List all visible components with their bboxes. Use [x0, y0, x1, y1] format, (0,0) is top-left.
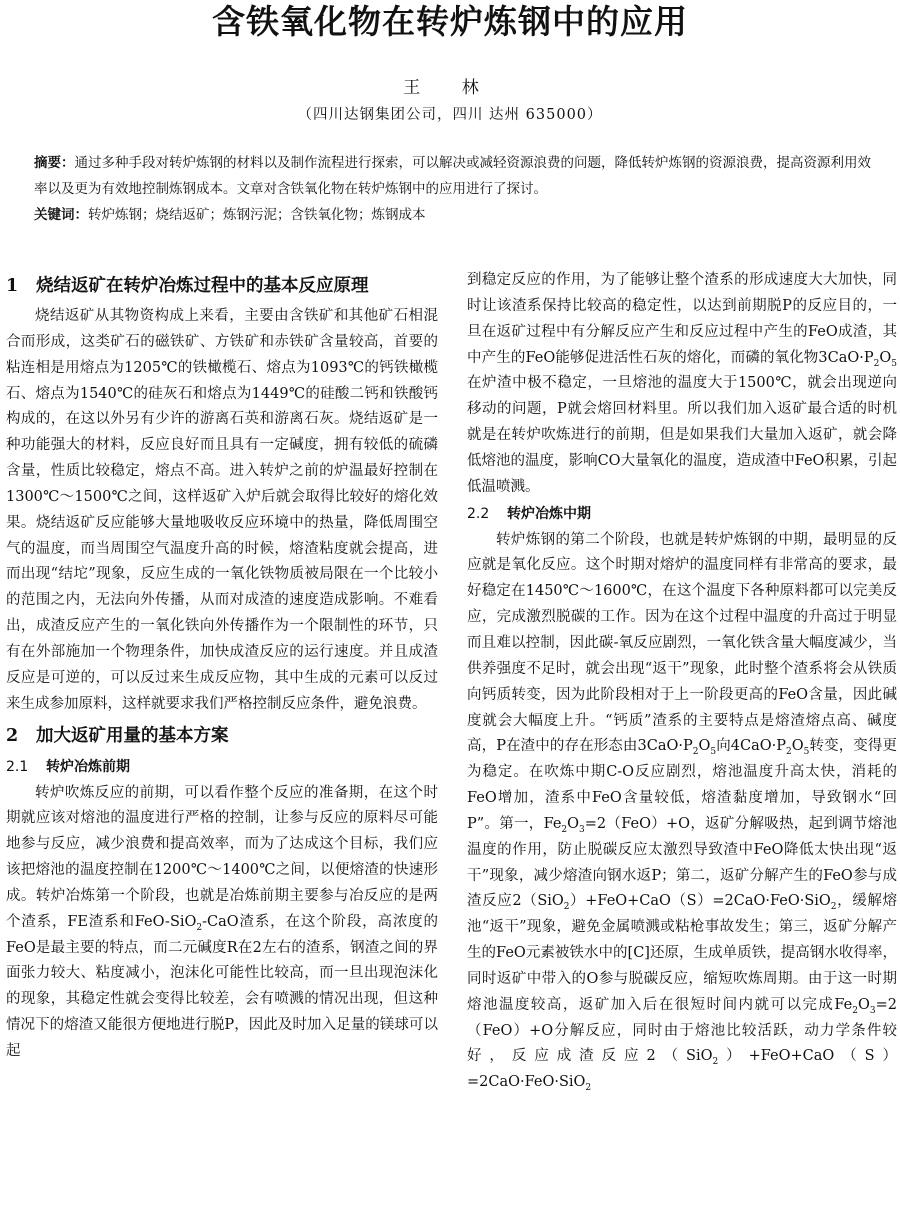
section-2-1-heading	[6, 754, 438, 781]
section-2-2-number: 2.2	[467, 505, 490, 522]
subscript: 5	[710, 747, 717, 758]
section-2-1-title: 转炉冶炼前期	[46, 758, 130, 775]
subscript: 2	[852, 1005, 858, 1016]
section-1-number: 1	[6, 276, 19, 296]
subscript: 3	[869, 1005, 876, 1016]
keywords-label: 关键词：	[34, 207, 88, 223]
text-run: ，缓解熔池“返干”现象，避免金属喷溅或粘枪事故发生；第三，返矿分解产生的FeO元素被铁水中的[C]还原，生成单质铁，提高钢水收得率，同时返矿中带入的O参与脱碳反应，缩短吹炼周期。由于这一时期熔池温度较高，返矿加入后在很短时间内就可以完成Fe	[467, 893, 897, 1013]
subscript: 2	[692, 747, 699, 758]
keywords-text: 转炉炼钢；烧结返矿；炼钢污泥；含铁氧化物；炼钢成本	[88, 207, 426, 223]
subscript: 2	[196, 922, 203, 933]
abstract-text: 通过多种手段对转炉炼钢的材料以及制作流程进行探索，可以解决或减轻资源浪费的问题，降低转炉炼钢的资源浪费，提高资源利用效率以及更为有效地控制炼钢成本。文章对含铁氧化物在转炉炼钢中的应用进行了探讨。	[34, 155, 871, 197]
subscript: 2	[830, 902, 837, 913]
subscript: 3	[579, 824, 585, 835]
text-run: -CaO渣系，在这个阶段，高浓度的FeO是最主要的特点，而二元碱度R在2左右的渣系，钢渣之间的界面张力较大、粘度减小，泡沫化可能性比较高，而一旦出现泡沫化的现象，其稳定性就会变得比较差，会有喷溅的情况出现，但这种情况下的熔渣又能很方便地进行脱P，因此及时加入足量的镁球可以起	[6, 913, 438, 1059]
subscript: 2	[712, 1057, 719, 1068]
text-run: 到稳定反应的作用，为了能够让整个渣系的形成速度大大加快，同时让该渣系保持比较高的稳定性，以达到前期脱P的反应目的，一旦在返矿过程中有分解反应产生和反应过程中产生的FeO成渣，其中产生的FeO能够促进活性石灰的熔化，而磷的氧化物3CaO·P	[467, 272, 897, 366]
author-name: 王 林	[403, 78, 497, 98]
abstract-label: 摘要：	[34, 155, 75, 171]
text-run: 转变，变得更为稳定。在吹炼中期C-O反应剧烈，熔池温度升高太快，消耗的FeO增加，渣系中FeO含量较低，熔渣黏度增加，导致钢水“回P”。第一，Fe	[467, 738, 897, 832]
text-run: O	[879, 349, 892, 366]
section-2-1-number: 2.1	[6, 758, 29, 775]
section-2-2-paragraph	[467, 528, 897, 1097]
keywords-paragraph	[34, 202, 874, 228]
subscript: 5	[803, 747, 810, 758]
subscript: 2	[873, 358, 880, 369]
text-run: 向4CaO·P	[716, 738, 787, 755]
continued-paragraph	[467, 268, 897, 501]
section-2-number: 2	[6, 725, 19, 746]
section-2-title: 加大返矿用量的基本方案	[36, 725, 229, 746]
paper-title: 含铁氧化物在转炉炼钢中的应用	[212, 2, 688, 41]
text-run: O	[858, 996, 870, 1013]
text-run: =2（FeO）+O分解反应，同时由于熔池比较活跃，动力学条件较好，反应成渣反应2（SiO	[467, 996, 897, 1065]
left-column	[6, 268, 438, 1206]
subscript: 2	[561, 824, 568, 835]
section-1-title: 烧结返矿在转炉冶炼过程中的基本反应原理	[36, 276, 369, 296]
text-run: O	[698, 738, 711, 755]
text-run: =2（FeO）+O，返矿分解吸热，起到调节熔池温度的作用，防止脱碳反应太激烈导致渣中FeO降低太快出现“返干”现象，减少熔渣向钢水返P；第二，返矿分解产生的FeO参与成渣反应2（SiO	[467, 815, 897, 910]
abstract-block	[34, 150, 874, 228]
section-2-2-title: 转炉冶炼中期	[507, 505, 591, 522]
abstract-paragraph	[34, 150, 874, 202]
section-2-1-paragraph	[6, 781, 438, 1065]
section-1-heading	[6, 268, 438, 304]
text-run: 在炉渣中极不稳定，一旦熔池的温度大于1500℃，就会出现逆向移动的问题，P就会熔回材料里。所以我们加入返矿最合适的时机就是在转炉吹炼进行的前期，但是如果我们大量加入返矿，就会降低熔池的温度，影响CO大量氧化的温度，造成渣中FeO积累，引起低温喷溅。	[467, 375, 897, 495]
section-2-heading	[6, 718, 438, 754]
subscript: 5	[891, 358, 897, 369]
text-run: 转炉吹炼反应的前期，可以看作整个反应的准备期，在这个时期就应该对熔池的温度进行严格的控制，让参与反应的原料尽可能地参与反应，减少浪费和提高效率，而为了达成这个目标，我们应该把熔池的温度控制在1200℃～1400℃之间，以便熔渣的快速形成。转炉冶炼第一个阶段，也就是冶炼前期主要参与冶反应的是两个渣系，FE渣系和FeO-SiO	[6, 784, 438, 930]
subscript: 2	[563, 902, 570, 913]
right-column	[467, 268, 897, 1206]
subscript: 2	[786, 747, 792, 758]
section-2-2-heading	[467, 501, 897, 528]
text-run: O	[791, 738, 804, 755]
text-run: 转炉炼钢的第二个阶段，也就是转炉炼钢的中期，最明显的反应就是氧化反应。这个时期对熔炉的温度同样有非常高的要求，最好稳定在1450℃～1600℃，在这个温度下各种原料都可以完美反应，完成激烈脱碳的工作。因为在这个过程中温度的升高过于明显而且难以控制，因此碳-氧反应剧烈，一氧化铁含量大幅度减少，当供养强度不足时，就会出现“返干”现象，此时整个渣系将会从铁质向钙质转变，因为此阶段相对于上一阶段更高的FeO含量，因此碱度就会大幅度上升。“钙质”渣系的主要特点是熔渣熔点高、碱度高，P在渣中的存在形态由3CaO·P	[467, 531, 897, 755]
section-1-paragraph: 烧结返矿从其物资构成上来看，主要由含铁矿和其他矿石相混合而形成，这类矿石的磁铁矿、方铁矿和赤铁矿含量较高，首要的粘连相是用熔点为1205℃的铁橄榄石、熔点为1093℃的钙铁橄榄石、熔点为1540℃的硅灰石和熔点为1449℃的硅酸二钙和铁酸钙构成的，在这以外另有少许的游离石英和游离石灰。烧结返矿是一种功能强大的材料，反应良好而且具有一定碱度，拥有较低的硫磷含量，性质比较稳定，熔点不高。进入转炉之前的炉温最好控制在1300℃～1500℃之间，这样返矿入炉后就会取得比较好的熔化效果。烧结返矿反应能够大量地吸收反应环境中的热量，降低周围空气的温度，而当周围空气温度升高的时候，熔渣粘度就会提高，进而出现“结坨”现象，反应生成的一氧化铁物质被局限在一个比较小的范围之内，无法向外传播，从而对成渣的速度造成影响。不难看出，成渣反应产生的一氧化铁向外传播作为一个限制性的环节，只有在外部施加一个物理条件，加快成渣反应的运行速度。并且成渣反应是可逆的，可以反过来生成反应物，其中生成的元素可以反过来生成参加原料，这样就要求我们严格控制反应条件，避免浪费。	[6, 308, 438, 712]
text-run: ）+FeO+CaO（S）=2CaO·FeO·SiO	[467, 1048, 897, 1091]
author-affiliation: （四川达钢集团公司，四川 达州 635000）	[297, 107, 603, 123]
subscript: 2	[585, 1083, 592, 1094]
text-run: O	[567, 815, 580, 832]
text-run: ）+FeO+CaO（S）=2CaO·FeO·SiO	[569, 893, 831, 910]
